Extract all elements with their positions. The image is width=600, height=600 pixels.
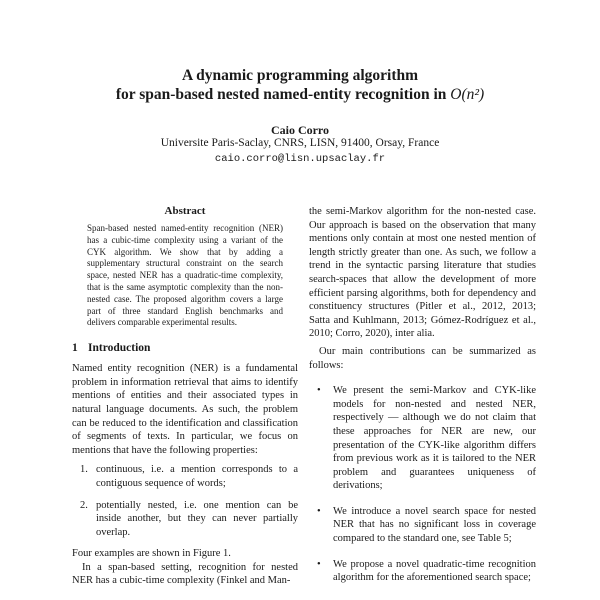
title-math: O(n²) xyxy=(450,86,485,103)
list-item-text: potentially nested, i.e. one mention can be inside another, but they can never partially overlap. xyxy=(96,499,298,538)
list-item-number: 2. xyxy=(80,499,88,511)
intro-paragraph-1: Named entity recognition (NER) is a fundamental problem in information retrieval that aims to identify mentions of entities and their associated types in natural language documents. As such, the problem can be reduced to the identification and classification of segments of texts. In particular, we focus on mentions that have the following properties: xyxy=(72,363,298,456)
section-number: 1 xyxy=(72,342,78,355)
right-paragraph-2: Our main contributions can be summarized as follows: xyxy=(309,345,536,371)
abstract-heading: Abstract xyxy=(164,205,206,217)
list-item-number: 1. xyxy=(80,464,88,476)
list-item-text: We introduce a novel search space for nested NER that has no significant loss in coverage compared to the standard one, see Table 5; xyxy=(333,505,536,545)
list-item xyxy=(309,384,536,493)
right-paragraph-1: the semi-Markov algorithm for the non-nested case. Our approach is based on the observation that many mentions only contain at most one nested mention of length strictly greater than one. As such, we follow a trend in the syntactic parsing literature that studies search-spaces that allow the development of more efficient parsing algorithms, both for dependency and constituency structures (Pitler et al., 2012, 2013; Satta and Kuhlmann, 2013; Gómez-Rodríguez et al., 2010; Corro, 2020), inter alia. xyxy=(309,206,536,340)
list-item xyxy=(72,463,298,490)
title-line-2-text: for span-based nested named-entity recognition in xyxy=(115,86,451,103)
list-item xyxy=(72,499,298,540)
bullet: • xyxy=(317,505,321,517)
bullet: • xyxy=(317,558,321,570)
list-item-text: continuous, i.e. a mention corresponds to a contiguous sequence of words; xyxy=(96,464,298,489)
abstract-text: Span-based nested named-entity recognition (NER) has a cubic-time complexity using a variant of the CYK algorithm. We show that by adding a supplementary structural constraint on the search space, nested NER has a quadratic-time complexity, that is the same asymptotic complexity than the non-nested case. The proposed algorithm covers a large part of three standard English benchmarks and delivers comparable experimental results. xyxy=(87,223,283,328)
list-item-text: We present the semi-Markov and CYK-like models for non-nested and nested NER, respectively — although we do not claim that these approaches for NER are new, our presentation of the CYK-like algorithm differs from previous work as it is tailored to the NER problem and guarantees uniqueness of derivations; xyxy=(333,385,536,492)
author-affiliation: Universite Paris-Saclay, CNRS, LISN, 91400, Orsay, France xyxy=(160,137,440,149)
contributions-list xyxy=(309,384,536,585)
left-column xyxy=(72,205,298,588)
intro-paragraph-3: In a span-based setting, recognition for nested NER has a cubic-time complexity (Finkel and Man- xyxy=(72,561,298,587)
title-line-1: A dynamic programming algorithm xyxy=(181,67,419,84)
section-heading-introduction xyxy=(72,342,298,354)
list-item xyxy=(309,505,536,546)
title-line-2 xyxy=(0,85,600,104)
author-name: Caio Corro xyxy=(270,123,330,137)
right-column xyxy=(309,205,536,597)
intro-paragraph-2: Four examples are shown in Figure 1. xyxy=(72,548,231,560)
author-email: caio.corro@lisn.upsaclay.fr xyxy=(214,153,386,165)
section-title: Introduction xyxy=(88,342,151,355)
list-item xyxy=(309,558,536,585)
bullet: • xyxy=(317,385,321,397)
paper-title xyxy=(0,66,600,104)
list-item-text: We propose a novel quadratic-time recognition algorithm for the aforementioned search space; xyxy=(333,558,536,584)
property-list xyxy=(72,463,298,539)
